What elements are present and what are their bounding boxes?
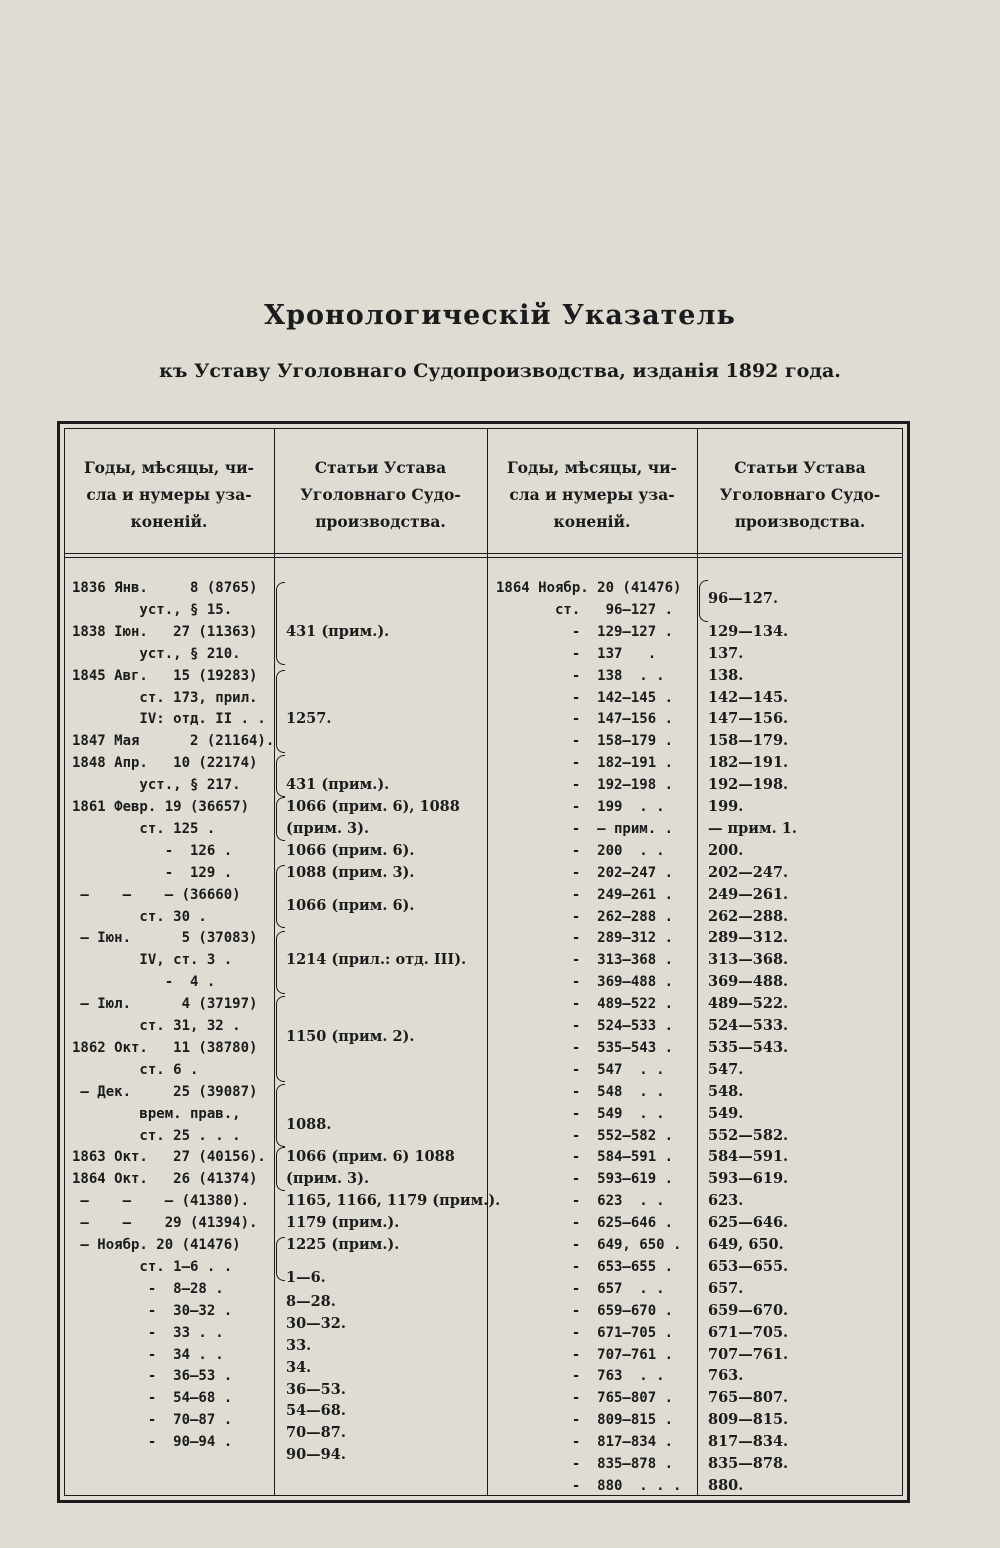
right-article-cell: 549. [708, 1104, 744, 1122]
right-article-cell: 202—247. [708, 863, 789, 881]
right-date-cell: - 524—533 . [496, 1018, 674, 1034]
right-date-cell: - 657 . . [496, 1280, 665, 1297]
group-brace [276, 1237, 285, 1281]
left-date-cell: ст. 125 . [72, 820, 216, 837]
left-date-cell: — Дек. 25 (39087) [72, 1083, 258, 1100]
left-article-cell: (прим. 3). [286, 819, 370, 837]
right-article-cell: 671—705. [708, 1323, 789, 1341]
right-date-cell: - 313—368 . [496, 952, 674, 969]
right-article-cell: 548. [708, 1082, 744, 1100]
left-article-cell: (прим. 3). [286, 1170, 370, 1188]
right-article-cell: 158—179. [708, 732, 789, 750]
group-brace [276, 865, 285, 928]
header-left-articles: Статьи Устава Уголовнаго Судо- производства. [300, 457, 461, 531]
right-date-cell: - 623 . . [496, 1193, 665, 1210]
right-date-cell: - 547 . . [496, 1061, 665, 1078]
right-article-cell: 817—834. [708, 1433, 789, 1451]
left-date-cell: - 8—28 . [72, 1280, 224, 1297]
right-date-cell: - 262—288 . [496, 908, 674, 925]
left-article-cell: 1066 (прим. 6) 1088 [286, 1148, 455, 1166]
left-article-cell: 34. [286, 1358, 312, 1376]
right-date-cell: - 625—646 . [496, 1215, 674, 1232]
page-title: Хронологическій Указатель [264, 300, 736, 331]
right-article-cell: 552—582. [708, 1126, 789, 1144]
left-date-cell: 1862 Окт. 11 (38780) [72, 1039, 258, 1056]
left-date-cell: 1864 Окт. 26 (41374) [72, 1171, 258, 1188]
left-date-cell: - 90—94 . [72, 1434, 233, 1451]
left-article-cell: 8—28. [286, 1292, 336, 1310]
left-date-cell: ст. 1—6 . . [72, 1258, 233, 1275]
left-article-cell: 30—32. [286, 1314, 346, 1332]
right-article-cell: 489—522. [708, 995, 789, 1013]
right-article-cell: 584—591. [708, 1148, 789, 1166]
group-brace [276, 755, 285, 796]
group-brace [276, 797, 285, 841]
header-left-date: Годы, мѣсяцы, чи- сла и нумеры уза- коненій. [83, 457, 254, 531]
right-article-cell: 138. [708, 666, 744, 684]
right-date-cell: - 182—191 . [496, 755, 674, 772]
left-date-cell: 1836 Янв. 8 (8765) [72, 580, 258, 596]
right-article-cell: 649, 650. [708, 1236, 784, 1253]
right-article-cell: 313—368. [708, 951, 789, 969]
right-article-cell: 249—261. [708, 885, 789, 903]
right-article-cell: 192—198. [708, 776, 789, 794]
right-date-cell: - 659—670 . [496, 1302, 674, 1319]
left-date-cell: 1863 Окт. 27 (40156). [72, 1149, 266, 1166]
left-article-cell: 1066 (прим. 6), 1088 [286, 798, 460, 815]
right-article-cell: 535—543. [708, 1038, 789, 1056]
right-date-cell: - 835—878 . [496, 1456, 674, 1472]
left-date-cell: 1861 Февр. 19 (36657) [72, 799, 250, 815]
right-article-cell: 547. [708, 1060, 744, 1078]
left-date-cell: ст. 30 . [72, 908, 207, 925]
column-divider-2 [487, 428, 488, 1496]
right-date-cell: - 202—247 . [496, 864, 674, 881]
right-article-cell: 137. [708, 644, 744, 662]
header-right-date: Годы, мѣсяцы, чи- сла и нумеры уза- коненій. [506, 457, 677, 531]
group-brace [276, 582, 285, 665]
right-date-cell: - 535—543 . [496, 1039, 674, 1056]
right-article-cell: 524—533. [708, 1017, 789, 1034]
right-date-cell: - 649, 650 . [496, 1237, 682, 1253]
left-date-cell: — Іюн. 5 (37083) [72, 930, 258, 947]
left-article-cell: 431 (прим.). [286, 776, 390, 794]
right-article-cell: 199. [708, 798, 744, 815]
right-article-cell: 182—191. [708, 754, 789, 772]
left-article-cell: 36—53. [286, 1380, 346, 1398]
right-article-cell: 623. [708, 1192, 744, 1210]
right-date-cell: - 158—179 . [496, 733, 674, 750]
left-date-cell: - 34 . . [72, 1346, 224, 1363]
right-article-cell: 147—156. [708, 710, 789, 728]
left-date-cell: — Ноябр. 20 (41476) [72, 1237, 241, 1253]
left-article-cell: 1165, 1166, 1179 (прим.). [286, 1192, 501, 1210]
left-article-cell: 70—87. [286, 1424, 346, 1442]
right-date-cell: - 137 . [496, 645, 657, 662]
left-date-cell: - 36—53 . [72, 1368, 233, 1385]
right-date-cell: - 671—705 . [496, 1324, 674, 1341]
header-right-articles: Статьи Устава Уголовнаго Судо- производства. [719, 457, 881, 531]
right-article-cell: 707—761. [708, 1345, 789, 1363]
group-brace [699, 580, 708, 621]
right-date-cell: - 489—522 . [496, 996, 674, 1013]
right-date-cell: - 138 . . [496, 667, 665, 684]
right-date-cell: - 763 . . [496, 1368, 665, 1385]
left-date-cell: 1838 Іюн. 27 (11363) [72, 623, 258, 640]
right-date-cell: - 192—198 . [496, 777, 674, 794]
left-date-cell: ст. 6 . [72, 1061, 199, 1078]
right-date-cell: - 584—591 . [496, 1149, 674, 1166]
right-date-cell: - — прим. . [496, 820, 674, 837]
right-article-cell: 142—145. [708, 688, 789, 706]
left-date-cell: ст. 31, 32 . [72, 1018, 241, 1034]
left-article-cell: 431 (прим.). [286, 622, 390, 640]
left-date-cell: врем. прав., [72, 1105, 241, 1122]
right-date-cell: - 552—582 . [496, 1127, 674, 1144]
left-date-cell: — — 29 (41394). [72, 1215, 258, 1232]
right-date-cell: 1864 Ноябр. 20 (41476) [496, 580, 682, 596]
left-date-cell: - 33 . . [72, 1324, 224, 1341]
left-date-cell: IV: отд. II . . [72, 711, 266, 728]
right-date-cell: - 129—127 . [496, 623, 674, 640]
right-date-cell: - 593—619 . [496, 1171, 674, 1188]
left-article-cell: 33. [286, 1336, 312, 1354]
left-date-cell: ст. 25 . . . [72, 1127, 241, 1144]
left-date-cell: — — — (36660) [72, 886, 241, 903]
left-date-cell: 1848 Апр. 10 (22174) [72, 755, 258, 772]
column-divider-1 [274, 428, 275, 1496]
header-divider-double [64, 557, 903, 558]
right-article-cell: 880. [708, 1476, 744, 1494]
left-date-cell: уст., § 15. [72, 601, 233, 618]
right-article-cell: — прим. 1. [708, 819, 797, 837]
left-article-cell: 1066 (прим. 6). [286, 841, 415, 859]
left-date-cell: - 54—68 . [72, 1390, 233, 1407]
right-date-cell: - 817—834 . [496, 1434, 674, 1451]
left-date-cell: - 70—87 . [72, 1412, 233, 1429]
right-article-cell: 659—670. [708, 1301, 789, 1319]
left-article-cell: 1257. [286, 710, 332, 728]
column-divider-3 [697, 428, 698, 1496]
page-subtitle: къ Уставу Уголовнаго Судопроизводства, изданія 1892 года. [159, 360, 841, 382]
left-date-cell: уст., § 217. [72, 777, 241, 794]
left-article-cell: 1088 (прим. 3). [286, 863, 415, 881]
left-date-cell: - 4 . [72, 974, 216, 991]
left-article-cell: 1150 (прим. 2). [286, 1027, 415, 1045]
right-date-cell: - 142—145 . [496, 689, 674, 706]
left-date-cell: — — — (41380). [72, 1193, 250, 1210]
left-date-cell: 1847 Мая 2 (21164). [72, 733, 275, 750]
right-article-cell: 200. [708, 841, 744, 859]
right-article-cell: 96—127. [708, 589, 778, 607]
right-date-cell: - 369—488 . [496, 974, 674, 991]
left-article-cell: 1—6. [286, 1268, 326, 1286]
left-date-cell: уст., § 210. [72, 645, 241, 662]
right-date-cell: - 707—761 . [496, 1346, 674, 1363]
group-brace [276, 996, 285, 1081]
right-date-cell: - 653—655 . [496, 1258, 674, 1275]
right-article-cell: 835—878. [708, 1455, 789, 1472]
right-date-cell: - 765—807 . [496, 1390, 674, 1407]
right-date-cell: - 809—815 . [496, 1412, 674, 1429]
right-article-cell: 809—815. [708, 1411, 789, 1429]
right-article-cell: 369—488. [708, 973, 789, 991]
right-article-cell: 625—646. [708, 1214, 789, 1232]
group-brace [276, 1147, 285, 1191]
left-article-cell: 1225 (прим.). [286, 1236, 400, 1253]
right-date-cell: - 200 . . [496, 842, 665, 859]
right-article-cell: 262—288. [708, 907, 789, 925]
left-article-cell: 90—94. [286, 1446, 346, 1464]
right-article-cell: 129—134. [708, 622, 789, 640]
right-article-cell: 593—619. [708, 1170, 789, 1188]
right-article-cell: 289—312. [708, 929, 789, 947]
right-date-cell: - 249—261 . [496, 886, 674, 903]
right-article-cell: 657. [708, 1279, 744, 1297]
left-article-cell: 1179 (прим.). [286, 1214, 400, 1232]
right-article-cell: 653—655. [708, 1257, 789, 1275]
left-date-cell: - 126 . [72, 842, 233, 859]
left-article-cell: 1088. [286, 1115, 332, 1133]
right-article-cell: 763. [708, 1367, 744, 1385]
right-date-cell: - 289—312 . [496, 930, 674, 947]
right-article-cell: 765—807. [708, 1389, 789, 1407]
left-date-cell: - 129 . [72, 864, 233, 881]
group-brace [276, 670, 285, 753]
left-date-cell: - 30—32 . [72, 1302, 233, 1319]
right-date-cell: - 147—156 . [496, 711, 674, 728]
left-article-cell: 1066 (прим. 6). [286, 896, 415, 914]
left-article-cell: 54—68. [286, 1402, 346, 1420]
left-article-cell: 1214 (прил.: отд. III). [286, 951, 467, 969]
right-date-cell: - 880 . . . [496, 1477, 682, 1494]
right-date-cell: ст. 96—127 . [496, 601, 674, 618]
left-date-cell: 1845 Авг. 15 (19283) [72, 667, 258, 684]
right-date-cell: - 548 . . [496, 1083, 665, 1100]
group-brace [276, 1084, 285, 1147]
group-brace [276, 931, 285, 994]
header-divider [64, 553, 903, 554]
right-date-cell: - 199 . . [496, 799, 665, 815]
right-date-cell: - 549 . . [496, 1105, 665, 1122]
left-date-cell: IV, ст. 3 . [72, 952, 233, 969]
left-date-cell: — Іюл. 4 (37197) [72, 996, 258, 1013]
left-date-cell: ст. 173, прил. [72, 689, 258, 706]
